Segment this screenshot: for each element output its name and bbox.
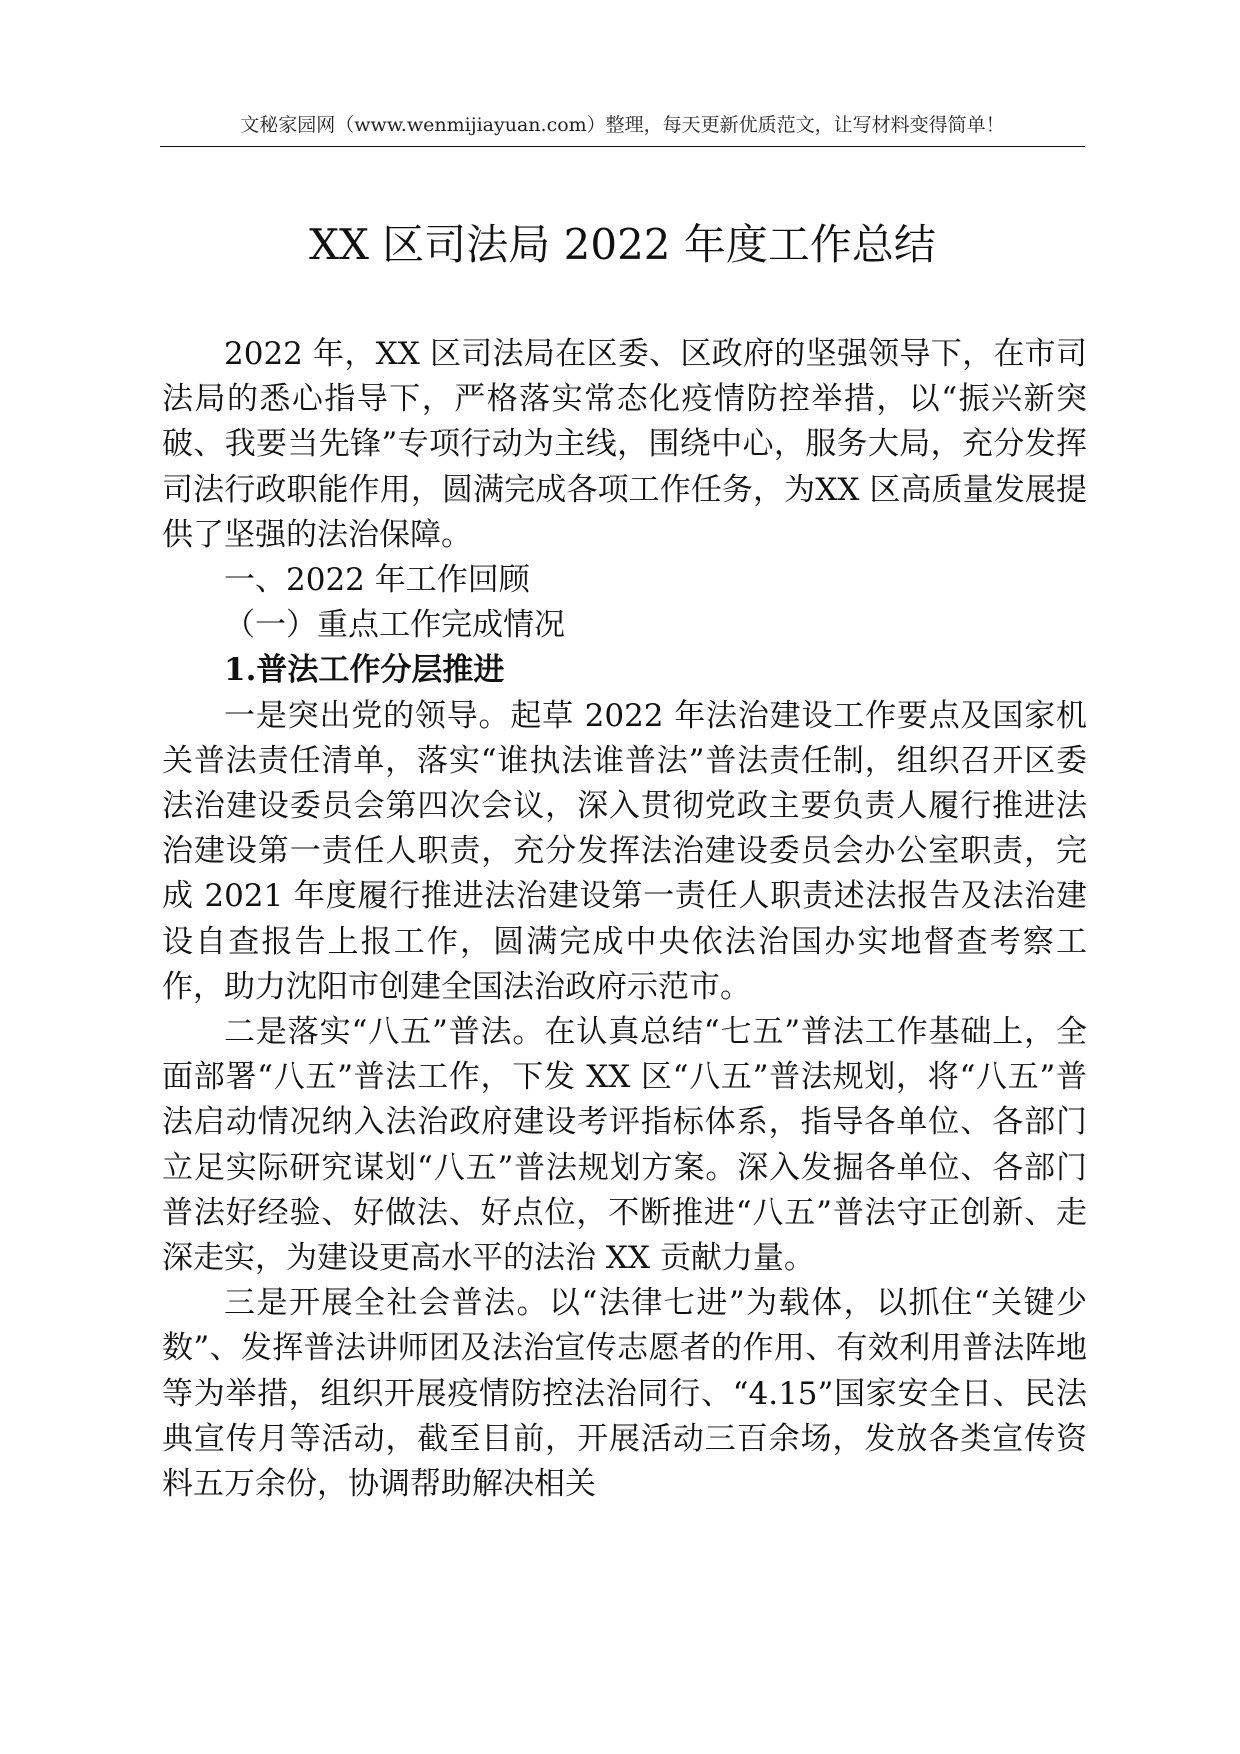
body-paragraph: 三是开展全社会普法。以“法律七进”为载体，以抓住“关键少数”、发挥普法讲师团及法治宣传志愿者的作用、有效利用普法阵地等为举措，组织开展疫情防控法治同行、“4.15”国家安全日、民法典宣传月等活动，截至目前，开展活动三百余场，发放各类宣传资料五万余份，协调帮助解决相关 (162, 1285, 1087, 1503)
page-header: 文秘家园网（www.wenmijiayuan.com）整理，每天更新优质范文，让写材料变得简单！ (240, 114, 1005, 136)
item-heading: 1.普法工作分层推进 (224, 652, 505, 689)
intro-paragraph: 2022 年，XX 区司法局在区委、区政府的坚强领导下，在市司法局的悉心指导下，严格落实常态化疫情防控举措，以“振兴新突破、我要当先锋”专项行动为主线，围绕中心，服务大局，充分发挥司法行政职能作用，圆满完成各项工作任务，为XX 区高质量发展提供了坚强的法治保障。 (162, 336, 1087, 553)
document-title: XX 区司法局 2022 年度工作总结 (309, 220, 936, 269)
document-body (162, 332, 1087, 1507)
body-paragraph: 二是落实“八五”普法。在认真总结“七五”普法工作基础上，全面部署“八五”普法工作，下发 XX 区“八五”普法规划，将“八五”普法启动情况纳入法治政府建设考评指标体系，指导各单位、各部门立足实际研究谋划“八五”普法规划方案。深入发掘各单位、各部门普法好经验、好做法、好点位，不断推进“八五”普法守正创新、走深走实，为建设更高水平的法治 XX 贡献力量。 (162, 1014, 1087, 1277)
section-heading: 一、2022 年工作回顾 (224, 562, 530, 599)
body-paragraph: 一是突出党的领导。起草 2022 年法治建设工作要点及国家机关普法责任清单，落实“谁执法谁普法”普法责任制，组织召开区委法治建设委员会第四次会议，深入贯彻党政主要负责人履行推进法治建设第一责任人职责，充分发挥法治建设委员会办公室职责，完成 2021 年度履行推进法治建设第一责任人职责述法报告及法治建设自查报告上报工作，圆满完成中央依法治国办实地督查考察工作，助力沈阳市创建全国法治政府示范市。 (162, 697, 1087, 1005)
header-divider (160, 146, 1085, 147)
subsection-heading: （一）重点工作完成情况 (224, 607, 565, 644)
